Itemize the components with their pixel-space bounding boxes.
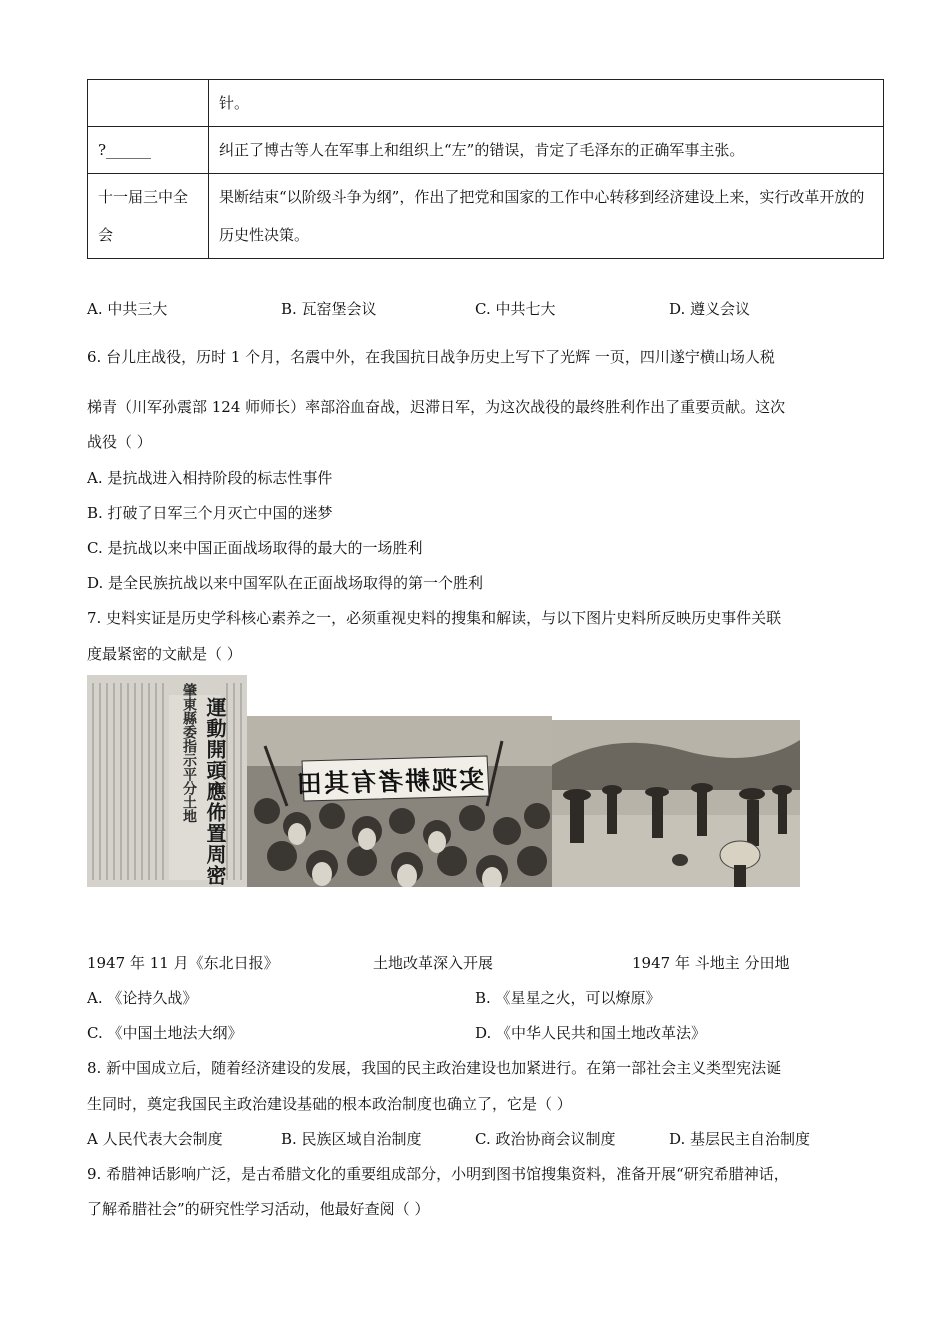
- newspaper-subheading: 肇東縣委指示平分土地: [181, 683, 197, 823]
- struggle-illustration: [552, 720, 800, 887]
- caption-newspaper: 1947 年 11 月《东北日报》: [87, 954, 279, 972]
- crowd-illustration: [247, 716, 552, 887]
- content-cell: 纠正了博古等人在军事上和组织上“左”的错误，肯定了毛泽东的正确军事主张。: [209, 127, 884, 174]
- q5-option-b: B. 瓦窑堡会议: [281, 300, 377, 318]
- q6-stem-line1: 6. 台儿庄战役，历时 1 个月，名震中外，在我国抗日战争历史上写下了光辉 一页，四川遂宁横山场人税: [87, 348, 775, 366]
- q5-option-c: C. 中共七大: [475, 300, 556, 318]
- q5-option-d: D. 遵义会议: [669, 300, 751, 318]
- q7-stem-line1: 7. 史料实证是历史学科核心素养之一，必须重视史料的搜集和解读，与以下图片史料所反映历史事件关联: [87, 609, 782, 627]
- newspaper-heading: 運動開頭應佈置周密: [203, 697, 227, 886]
- content-cell: 果断结束“以阶级斗争为纲”，作出了把党和国家的工作中心转移到经济建设上来，实行改革开放的历史性决策。: [209, 174, 884, 259]
- meeting-table: [87, 79, 884, 259]
- q6-stem-line2: 梯青（川军孙震部 124 师师长）率部浴血奋战，迟滞日军，为这次战役的最终胜利作出了重要贡献。这次: [87, 398, 786, 416]
- q8-option-a: A 人民代表大会制度: [87, 1130, 223, 1148]
- meeting-cell: 十一届三中全会: [88, 174, 209, 259]
- meeting-cell: [88, 80, 209, 127]
- banner-text: 实现耕者有其田: [294, 764, 485, 799]
- q8-option-b: B. 民族区域自治制度: [281, 1130, 422, 1148]
- caption-land-reform: 土地改革深入开展: [373, 954, 494, 972]
- struggle-landlord-photo: [552, 720, 800, 887]
- q7-option-a: A. 《论持久战》: [87, 989, 198, 1007]
- q6-option-b: B. 打破了日军三个月灭亡中国的迷梦: [87, 504, 333, 522]
- q8-stem-line2: 生同时，奠定我国民主政治建设基础的根本政治制度也确立了，它是（ ）: [87, 1095, 572, 1113]
- content-cell: 针。: [209, 80, 884, 127]
- q9-stem-line1: 9. 希腊神话影响广泛，是古希腊文化的重要组成部分，小明到图书馆搜集资料，准备开展“研究希腊神话，: [87, 1165, 789, 1183]
- q7-stem-line2: 度最紧密的文献是（ ）: [87, 645, 242, 663]
- q7-option-c: C. 《中国土地法大纲》: [87, 1024, 243, 1042]
- q8-option-d: D. 基层民主自治制度: [669, 1130, 811, 1148]
- q6-option-c: C. 是抗战以来中国正面战场取得的最大的一场胜利: [87, 539, 423, 557]
- meeting-cell: ?______: [88, 127, 209, 174]
- table-row: [88, 80, 884, 127]
- q6-stem-line3: 战役（ ）: [87, 433, 152, 451]
- q7-option-d: D. 《中华人民共和国土地改革法》: [475, 1024, 707, 1042]
- table-row: [88, 127, 884, 174]
- caption-struggle: 1947 年 斗地主 分田地: [632, 954, 790, 972]
- q6-option-a: A. 是抗战进入相持阶段的标志性事件: [87, 469, 333, 487]
- q6-option-d: D. 是全民族抗战以来中国军队在正面战场取得的第一个胜利: [87, 574, 484, 592]
- table-row: [88, 174, 884, 259]
- q7-option-b: B. 《星星之火，可以燎原》: [475, 989, 661, 1007]
- newspaper-photo: [87, 675, 247, 887]
- q9-stem-line2: 了解希腊社会”的研究性学习活动，他最好查阅（ ）: [87, 1200, 430, 1218]
- q8-stem-line1: 8. 新中国成立后，随着经济建设的发展，我国的民主政治建设也加紧进行。在第一部社会主义类型宪法诞: [87, 1059, 782, 1077]
- q5-option-a: A. 中共三大: [87, 300, 168, 318]
- land-reform-crowd-photo: [247, 716, 552, 887]
- q8-option-c: C. 政治协商会议制度: [475, 1130, 616, 1148]
